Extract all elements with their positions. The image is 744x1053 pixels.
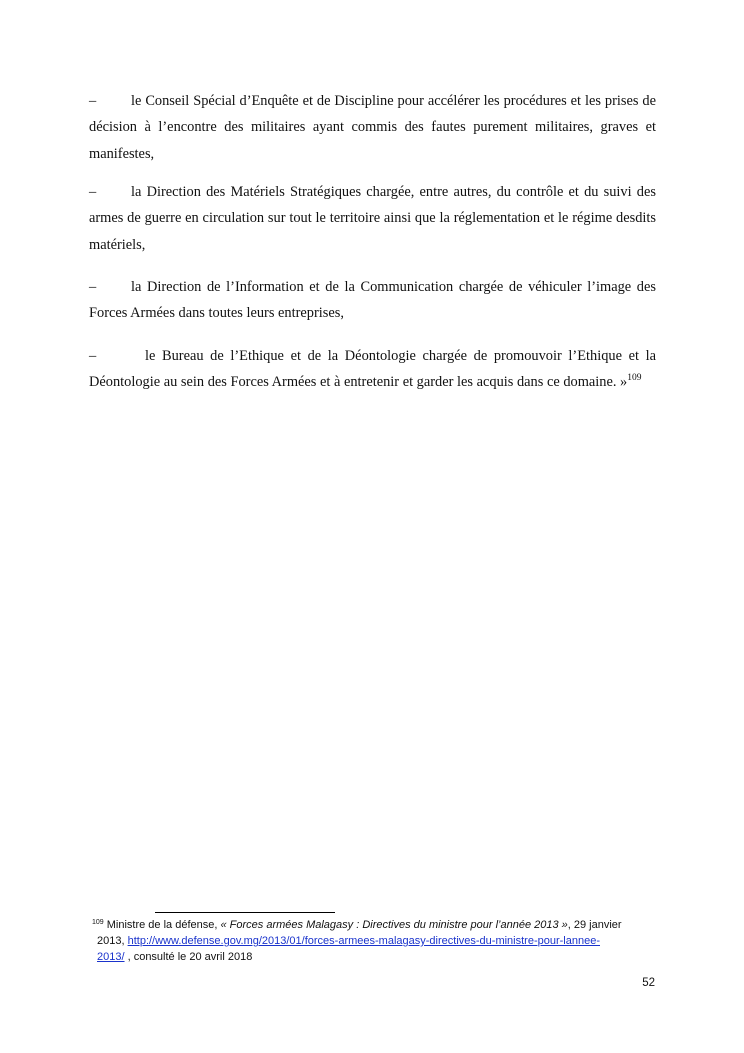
footnote [92,917,652,965]
list-dash: – [89,348,97,364]
footnote-number: 109 [92,919,104,926]
paragraph-text: le Conseil Spécial d’Enquête et de Discipline pour accélérer les procédures et les prises de décision à l’encontre des militaires ayant commis des fautes purement militaires, graves et manifestes, [89,93,656,162]
paragraph-text: la Direction des Matériels Stratégiques chargée, entre autres, du contrôle et du suivi des armes de guerre en circulation sur tout le territoire ainsi que la réglementation et le régime desdits matériels, [89,184,656,253]
paragraph-direction-information [89,274,656,327]
paragraph-text: la Direction de l’Information et de la Communication chargée de véhiculer l’image des Forces Armées dans toutes leurs entreprises, [89,279,656,322]
footnote-separator [155,912,335,913]
footnote-year: 2013, [97,935,128,947]
paragraph-text: le Bureau de l’Ethique et de la Déontologie chargée de promouvoir l’Ethique et la Déontologie au sein des Forces Armées et à entretenir et garder les acquis dans ce domaine. » [89,348,656,391]
footnote-date: , 29 janvier [567,919,622,931]
list-dash: – [89,184,97,200]
list-dash: – [89,93,97,109]
paragraph-direction-materiels [89,179,656,258]
page-number: 52 [642,977,655,989]
footnote-author: Ministre de la défense, [106,919,221,931]
footnote-title: « Forces armées Malagasy : Directives du ministre pour l’année 2013 » [220,919,568,931]
footnote-url-link-continued[interactable]: 2013/ [97,951,125,963]
paragraph-conseil-special [89,88,656,167]
footnote-url-link[interactable]: http://www.defense.gov.mg/2013/01/forces-armees-malagasy-directives-du-ministre-pour-lannee- [127,935,600,947]
footnote-reference[interactable]: 109 [627,373,642,384]
footnote-line-1 [92,919,622,931]
footnote-line-3 [92,949,652,965]
footnote-consulted: , consulté le 20 avril 2018 [124,951,253,963]
footnote-line-2 [92,933,652,949]
list-dash: – [89,279,97,295]
paragraph-bureau-ethique [89,343,656,396]
